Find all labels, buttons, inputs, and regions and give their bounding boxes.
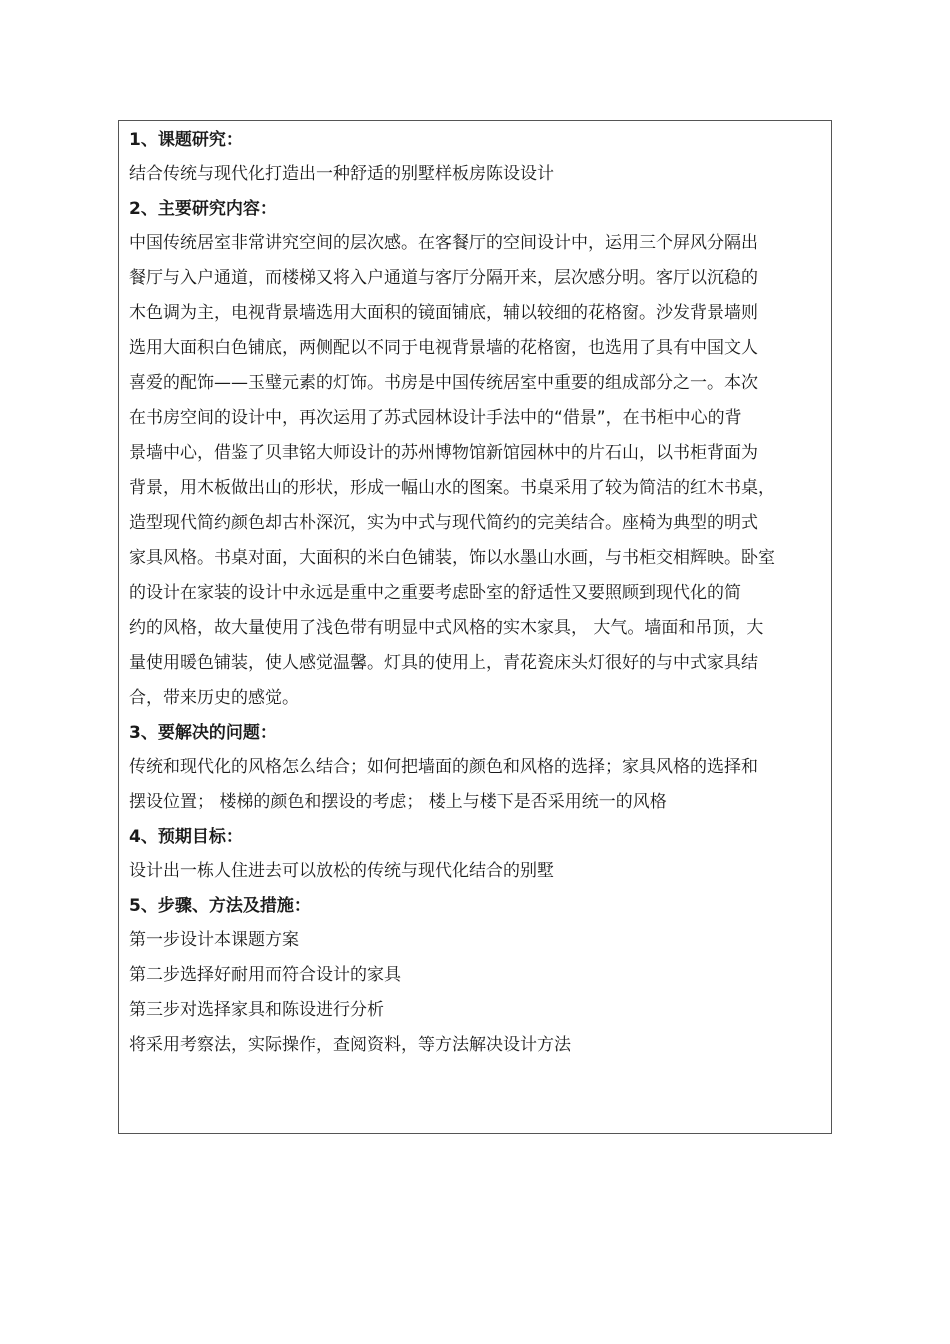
text-line: 第二步选择好耐用而符合设计的家具 — [129, 965, 401, 985]
text-line: 家具风格。书桌对面，大面积的米白色铺装，饰以水墨山水画，与书柜交相辉映。卧室 — [129, 548, 775, 568]
text-line: 木色调为主，电视背景墙选用大面积的镜面铺底，辅以较细的花格窗。沙发背景墙则 — [129, 303, 758, 323]
text-line: 景墙中心，借鉴了贝聿铭大师设计的苏州博物馆新馆园林中的片石山，以书柜背面为 — [129, 443, 758, 463]
section-heading-topic: 1、课题研究： — [129, 130, 243, 150]
section-heading-goals: 4、预期目标： — [129, 827, 243, 847]
section-heading-problems: 3、要解决的问题： — [129, 723, 277, 743]
text-line: 餐厅与入户通道，而楼梯又将入户通道与客厅分隔开来，层次感分明。客厅以沉稳的 — [129, 268, 758, 288]
text-line: 设计出一栋人住进去可以放松的传统与现代化结合的别墅 — [129, 861, 554, 881]
text-line: 第一步设计本课题方案 — [129, 930, 299, 950]
text-line: 结合传统与现代化打造出一种舒适的别墅样板房陈设设计 — [129, 164, 554, 184]
text-line: 约的风格，故大量使用了浅色带有明显中式风格的实木家具， 大气。墙面和吊顶，大 — [129, 618, 764, 638]
text-line: 喜爱的配饰——玉璧元素的灯饰。书房是中国传统居室中重要的组成部分之一。本次 — [129, 373, 758, 393]
text-line: 造型现代简约颜色却古朴深沉，实为中式与现代简约的完美结合。座椅为典型的明式 — [129, 513, 758, 533]
text-line: 将采用考察法，实际操作，查阅资料，等方法解决设计方法 — [129, 1035, 571, 1055]
text-line: 第三步对选择家具和陈设进行分析 — [129, 1000, 384, 1020]
section-body-goals — [129, 854, 823, 889]
text-line: 合，带来历史的感觉。 — [129, 688, 299, 708]
section-body-problems — [129, 750, 823, 820]
text-line: 的设计在家装的设计中永远是重中之重要考虑卧室的舒适性又要照顾到现代化的简 — [129, 583, 741, 603]
text-line: 传统和现代化的风格怎么结合；如何把墙面的颜色和风格的选择；家具风格的选择和 — [129, 757, 758, 777]
text-line: 选用大面积白色铺底，两侧配以不同于电视背景墙的花格窗，也选用了具有中国文人 — [129, 338, 758, 358]
text-line: 在书房空间的设计中，再次运用了苏式园林设计手法中的“借景”，在书柜中心的背 — [129, 408, 742, 428]
section-heading-main-content: 2、主要研究内容： — [129, 199, 277, 219]
section-body-main-content — [129, 226, 823, 716]
document-table-cell — [118, 120, 832, 1134]
section-heading-steps: 5、步骤、方法及措施： — [129, 896, 311, 916]
text-line: 摆设位置； 楼梯的颜色和摆设的考虑； 楼上与楼下是否采用统一的风格 — [129, 792, 667, 812]
text-line: 量使用暖色铺装，使人感觉温馨。灯具的使用上，青花瓷床头灯很好的与中式家具结 — [129, 653, 758, 673]
section-body-topic — [129, 157, 823, 192]
text-line: 中国传统居室非常讲究空间的层次感。在客餐厅的空间设计中，运用三个屏风分隔出 — [129, 233, 758, 253]
text-line: 背景，用木板做出山的形状，形成一幅山水的图案。书桌采用了较为简洁的红木书桌， — [129, 478, 775, 498]
document-content — [129, 123, 823, 1063]
section-body-steps — [129, 923, 823, 1063]
